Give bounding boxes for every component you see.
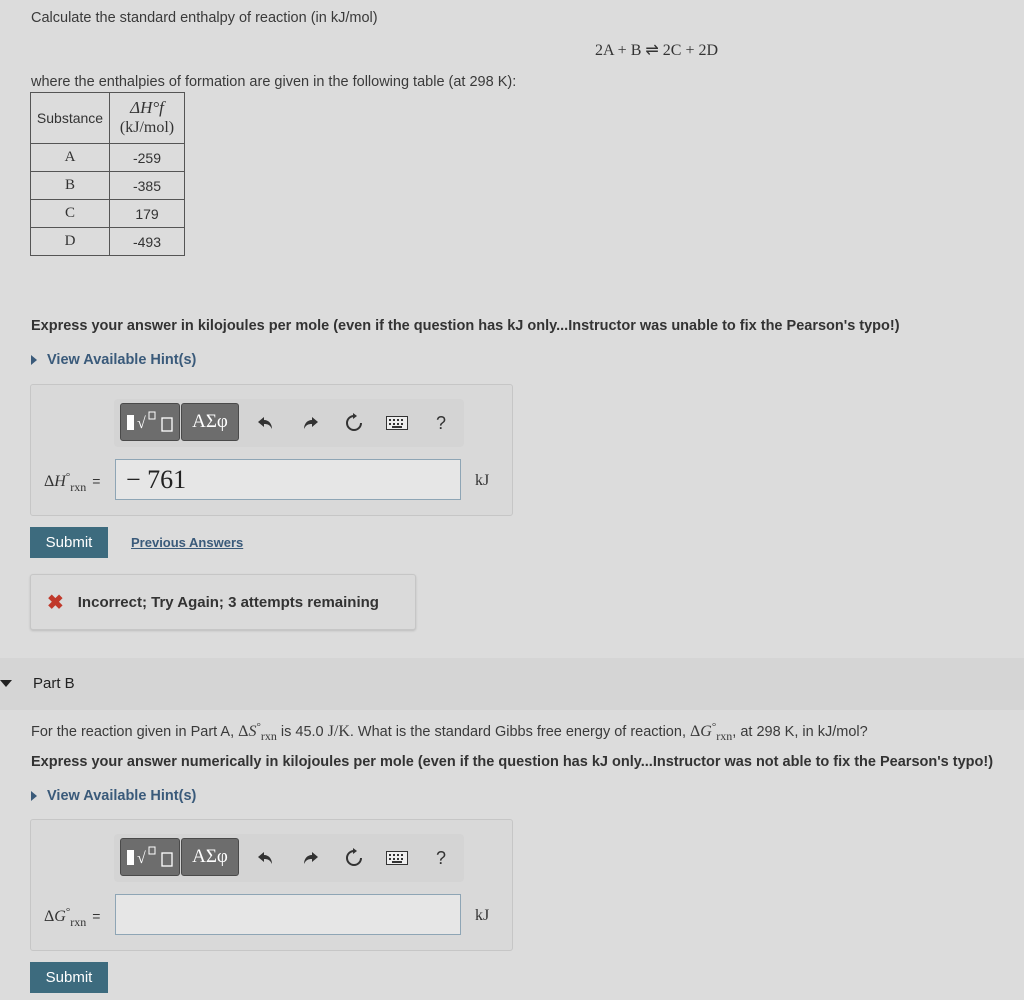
undo-arrow-icon[interactable]	[252, 844, 280, 872]
help-icon[interactable]: ?	[435, 412, 446, 433]
submit-button-part-b[interactable]: Submit	[30, 962, 108, 993]
svg-text:√: √	[137, 850, 146, 867]
enthalpy-table	[30, 92, 185, 256]
answer-box-part-b	[30, 819, 513, 951]
previous-answers-link[interactable]: Previous Answers	[131, 535, 244, 550]
answer-box-part-a	[30, 384, 513, 516]
symbols-button[interactable]: ΑΣφ	[181, 403, 239, 441]
table-row: B -385	[31, 172, 185, 200]
submit-button-part-a[interactable]: Submit	[30, 527, 108, 558]
question-text: Calculate the standard enthalpy of reaction (in kJ/mol)	[31, 10, 378, 26]
symbols-button[interactable]: ΑΣφ	[181, 838, 239, 876]
enthalpy-answer-input[interactable]: − 761	[115, 459, 461, 500]
incorrect-x-icon: ✖	[47, 591, 64, 614]
fraction-sqrt-template-icon[interactable]	[120, 838, 180, 876]
table-row: D -493	[31, 228, 185, 256]
keyboard-icon[interactable]	[383, 409, 411, 437]
collapse-triangle-icon[interactable]	[0, 680, 12, 687]
feedback-message: ✖ Incorrect; Try Again; 3 attempts remaining	[30, 574, 416, 630]
table-row: C 179	[31, 200, 185, 228]
gibbs-answer-input[interactable]	[115, 894, 461, 935]
table-header-enthalpy: ΔH°f (kJ/mol)	[110, 93, 185, 144]
redo-arrow-icon[interactable]	[296, 409, 324, 437]
table-row: A -259	[31, 144, 185, 172]
reaction-equation: 2A + B ⇌ 2C + 2D	[595, 42, 719, 59]
unit-label: kJ	[475, 907, 490, 924]
math-toolbar	[114, 399, 464, 447]
fraction-sqrt-template-icon[interactable]	[120, 403, 180, 441]
expand-triangle-icon	[31, 355, 37, 365]
table-header-substance: Substance	[31, 93, 110, 144]
reset-circle-icon[interactable]	[340, 844, 368, 872]
redo-arrow-icon[interactable]	[296, 844, 324, 872]
expand-triangle-icon	[31, 791, 37, 801]
math-toolbar	[114, 834, 464, 882]
answer-label-enthalpy: $\Delta H^\circ_{rxn}$ =	[44, 471, 101, 494]
table-intro-text: where the enthalpies of formation are given in the following table (at 298 K):	[31, 74, 517, 90]
undo-arrow-icon[interactable]	[252, 409, 280, 437]
part-b-title[interactable]: Part B	[33, 675, 75, 692]
part-b-instruction: Express your answer numerically in kilojoules per mole (even if the question has kJ only...Instructor was not able to fix the Pearson's typo!)	[31, 754, 994, 770]
reset-circle-icon[interactable]	[340, 409, 368, 437]
view-hints-link[interactable]: View Available Hint(s)	[31, 352, 196, 368]
help-icon[interactable]: ?	[435, 847, 446, 868]
svg-text:√: √	[137, 415, 146, 432]
view-hints-link-part-b[interactable]: View Available Hint(s)	[31, 788, 196, 804]
keyboard-icon[interactable]	[383, 844, 411, 872]
part-b-header[interactable]	[0, 658, 1024, 710]
answer-instruction: Express your answer in kilojoules per mole (even if the question has kJ only...Instructor was unable to fix the Pearson's typo!)	[31, 318, 900, 334]
part-b-question: For the reaction given in Part A, $\Delta S^\circ_{rxn}$ is 45.0 J/K. What is the standard Gibbs free energy of reaction, $\Delta G^\circ_{rxn}$, at 298 K, in kJ/mol?	[31, 721, 868, 743]
answer-label-gibbs: $\Delta G^\circ_{rxn}$ =	[44, 906, 101, 929]
unit-label: kJ	[475, 472, 490, 489]
